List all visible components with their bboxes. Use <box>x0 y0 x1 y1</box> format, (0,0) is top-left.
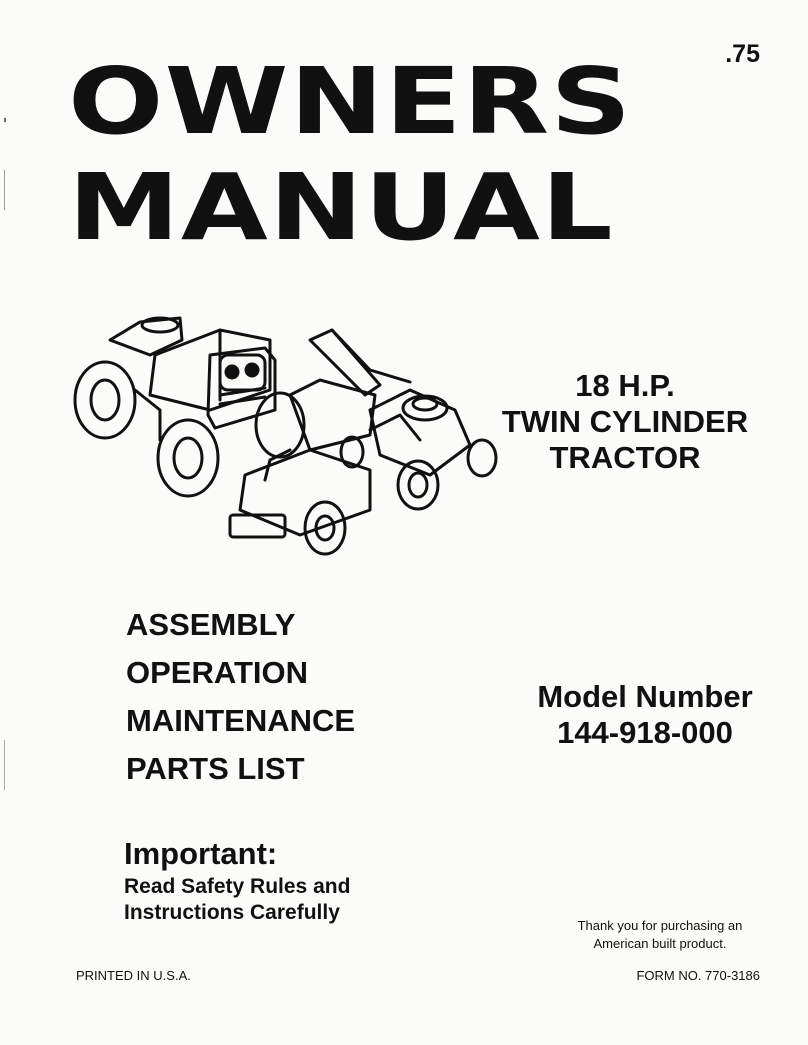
section-assembly: ASSEMBLY <box>126 607 296 642</box>
product-description <box>480 368 770 476</box>
title-manual: MANUAL <box>68 154 614 261</box>
important-heading: Important: <box>124 836 278 871</box>
margin-mark <box>4 170 5 210</box>
title-owners: OWNERS <box>68 48 633 155</box>
margin-mark <box>4 118 6 122</box>
price: .75 <box>725 40 760 68</box>
important-line-2: Instructions Carefully <box>124 901 340 924</box>
model-label: Model Number <box>537 679 753 714</box>
tiller-drawing <box>230 380 420 554</box>
printed-in: PRINTED IN U.S.A. <box>76 968 191 983</box>
equipment-illustration <box>70 300 510 565</box>
product-type: TWIN CYLINDER <box>501 404 749 439</box>
section-operation: OPERATION <box>126 655 308 690</box>
margin-mark <box>4 740 5 790</box>
product-kind: TRACTOR <box>549 440 701 475</box>
model-block <box>520 679 770 751</box>
section-parts-list: PARTS LIST <box>126 751 305 786</box>
important-line-1: Read Safety Rules and <box>124 875 351 898</box>
tractor-drawing <box>75 318 304 496</box>
section-maintenance: MAINTENANCE <box>126 703 356 738</box>
important-text <box>124 874 350 926</box>
section-list <box>126 606 355 798</box>
thanks-line-2: American built product. <box>593 936 727 951</box>
form-number: FORM NO. 770-3186 <box>636 968 760 983</box>
model-number: 144-918-000 <box>557 715 733 750</box>
thank-you-note <box>555 917 765 953</box>
thanks-line-1: Thank you for purchasing an <box>577 918 743 933</box>
product-hp: 18 H.P. <box>575 368 675 403</box>
